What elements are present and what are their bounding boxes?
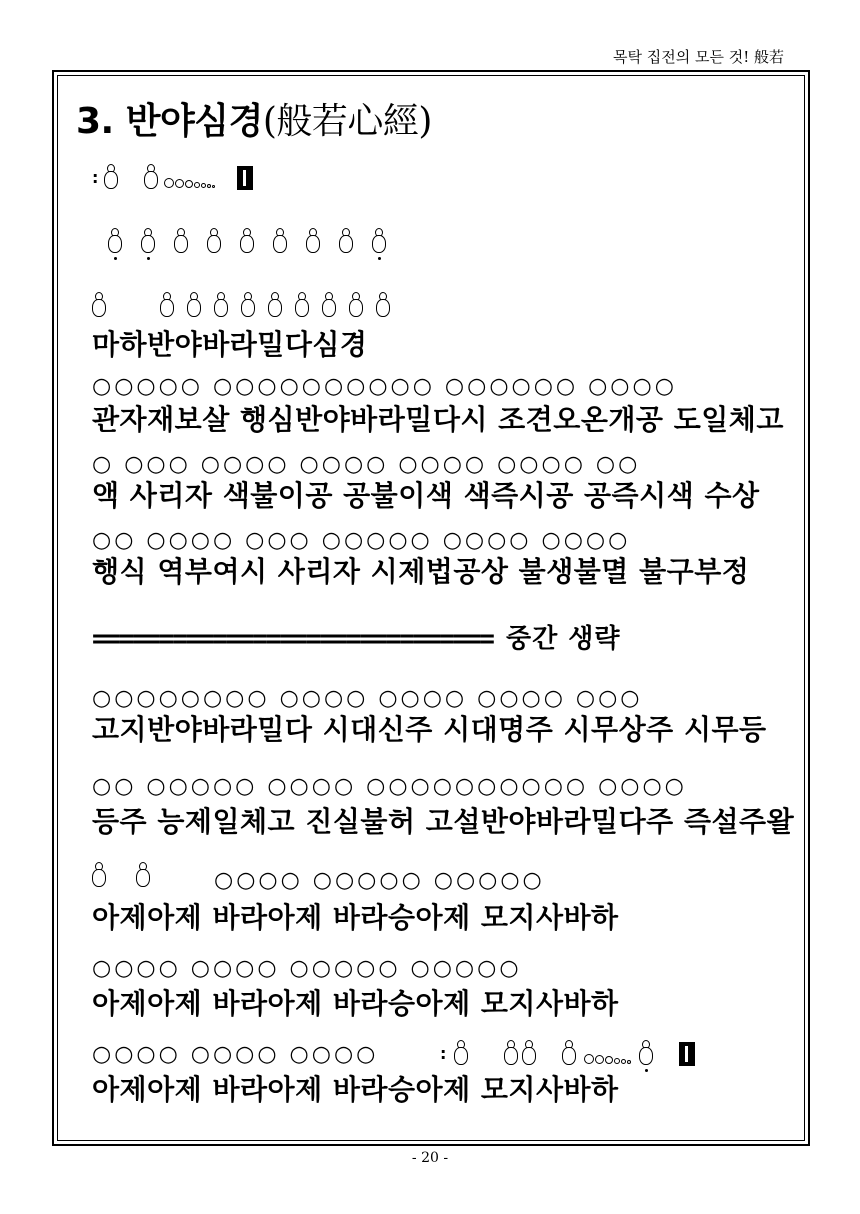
sutra-line-4: 행식 역부여시 사리자 시제법공상 불생불멸 불구부정	[92, 555, 750, 588]
beat-markers-7: ○○○○ ○○○○○ ○○○○○	[214, 868, 545, 893]
moktak-strike-icon	[562, 1040, 576, 1066]
moktak-strike-icon	[273, 228, 287, 254]
running-header: 목탁 집전의 모든 것! 般若	[612, 48, 784, 66]
moktak-strike-icon	[522, 1040, 536, 1066]
sutra-line-6: 등주 능제일체고 진실불허 고설반야바라밀다주 즉설주왈	[92, 805, 795, 838]
moktak-mark-row-5	[440, 1036, 695, 1066]
moktak-mark-row-3	[92, 288, 390, 318]
moktak-strike-icon	[376, 292, 390, 318]
section-title	[76, 93, 432, 144]
moktak-strike-icon	[174, 228, 188, 254]
beat-markers-4: ○○ ○○○○ ○○○ ○○○○○ ○○○○ ○○○○	[92, 528, 631, 553]
moktak-strike-icon	[160, 292, 174, 318]
moktak-strike-icon	[92, 292, 106, 318]
beat-markers-5: ○○○○○○○○ ○○○○ ○○○○ ○○○○ ○○○	[92, 686, 643, 711]
moktak-strike-icon	[372, 228, 386, 254]
omission-label: 중간 생략	[505, 624, 621, 654]
moktak-strike-icon	[141, 228, 155, 254]
rolling-strike-icon	[584, 1054, 631, 1066]
beat-markers-2: ○○○○○ ○○○○○○○○○○ ○○○○○○ ○○○○	[92, 374, 677, 399]
rolling-strike-icon	[164, 178, 215, 190]
page-number: - 20 -	[411, 1150, 449, 1166]
sutra-line-8: 아제아제 바라아제 바라승아제 모지사바하	[92, 987, 619, 1020]
moktak-strike-icon	[295, 292, 309, 318]
moktak-strike-icon	[136, 862, 150, 888]
moktak-strike-icon	[306, 228, 320, 254]
end-mark-icon	[237, 166, 253, 190]
beat-markers-3: ○ ○○○ ○○○○ ○○○○ ○○○○ ○○○○ ○○	[92, 452, 641, 477]
moktak-strike-icon	[241, 292, 255, 318]
sutra-line-5: 고지반야바라밀다 시대신주 시대명주 시무상주 시무등	[92, 713, 767, 746]
beat-markers-8: ○○○○ ○○○○ ○○○○○ ○○○○○	[92, 956, 522, 981]
divider-rule: ==============================	[92, 624, 493, 654]
moktak-strike-icon	[144, 164, 158, 190]
moktak-mark-row-2	[108, 224, 386, 254]
moktak-strike-icon	[349, 292, 363, 318]
moktak-strike-icon	[104, 164, 118, 190]
moktak-strike-icon	[322, 292, 336, 318]
colon-mark: :	[92, 168, 99, 187]
moktak-strike-icon	[240, 228, 254, 254]
beat-markers-6: ○○ ○○○○○ ○○○○ ○○○○○○○○○○ ○○○○	[92, 774, 687, 799]
moktak-mark-row-1	[92, 160, 253, 190]
moktak-strike-icon	[92, 862, 106, 888]
moktak-strike-icon	[639, 1040, 653, 1066]
title-hanja: (般若心經)	[262, 101, 432, 142]
moktak-mark-row-4	[92, 858, 150, 888]
omission-divider	[92, 618, 621, 655]
moktak-strike-icon	[214, 292, 228, 318]
moktak-strike-icon	[207, 228, 221, 254]
sutra-line-1: 마하반야바라밀다심경	[92, 328, 368, 361]
end-mark-icon	[679, 1042, 695, 1066]
moktak-strike-icon	[187, 292, 201, 318]
beat-markers-9: ○○○○ ○○○○ ○○○○	[92, 1042, 379, 1067]
colon-mark: :	[440, 1044, 447, 1063]
moktak-strike-icon	[504, 1040, 518, 1066]
sutra-line-7: 아제아제 바라아제 바라승아제 모지사바하	[92, 901, 619, 934]
moktak-strike-icon	[268, 292, 282, 318]
moktak-strike-icon	[454, 1040, 468, 1066]
sutra-line-3: 액 사리자 색불이공 공불이색 색즉시공 공즉시색 수상	[92, 479, 760, 512]
moktak-strike-icon	[108, 228, 122, 254]
sutra-line-2: 관자재보살 행심반야바라밀다시 조견오온개공 도일체고	[92, 403, 784, 436]
moktak-strike-icon	[339, 228, 353, 254]
sutra-line-9: 아제아제 바라아제 바라승아제 모지사바하	[92, 1073, 619, 1106]
title-korean: 3. 반야심경	[76, 101, 263, 142]
